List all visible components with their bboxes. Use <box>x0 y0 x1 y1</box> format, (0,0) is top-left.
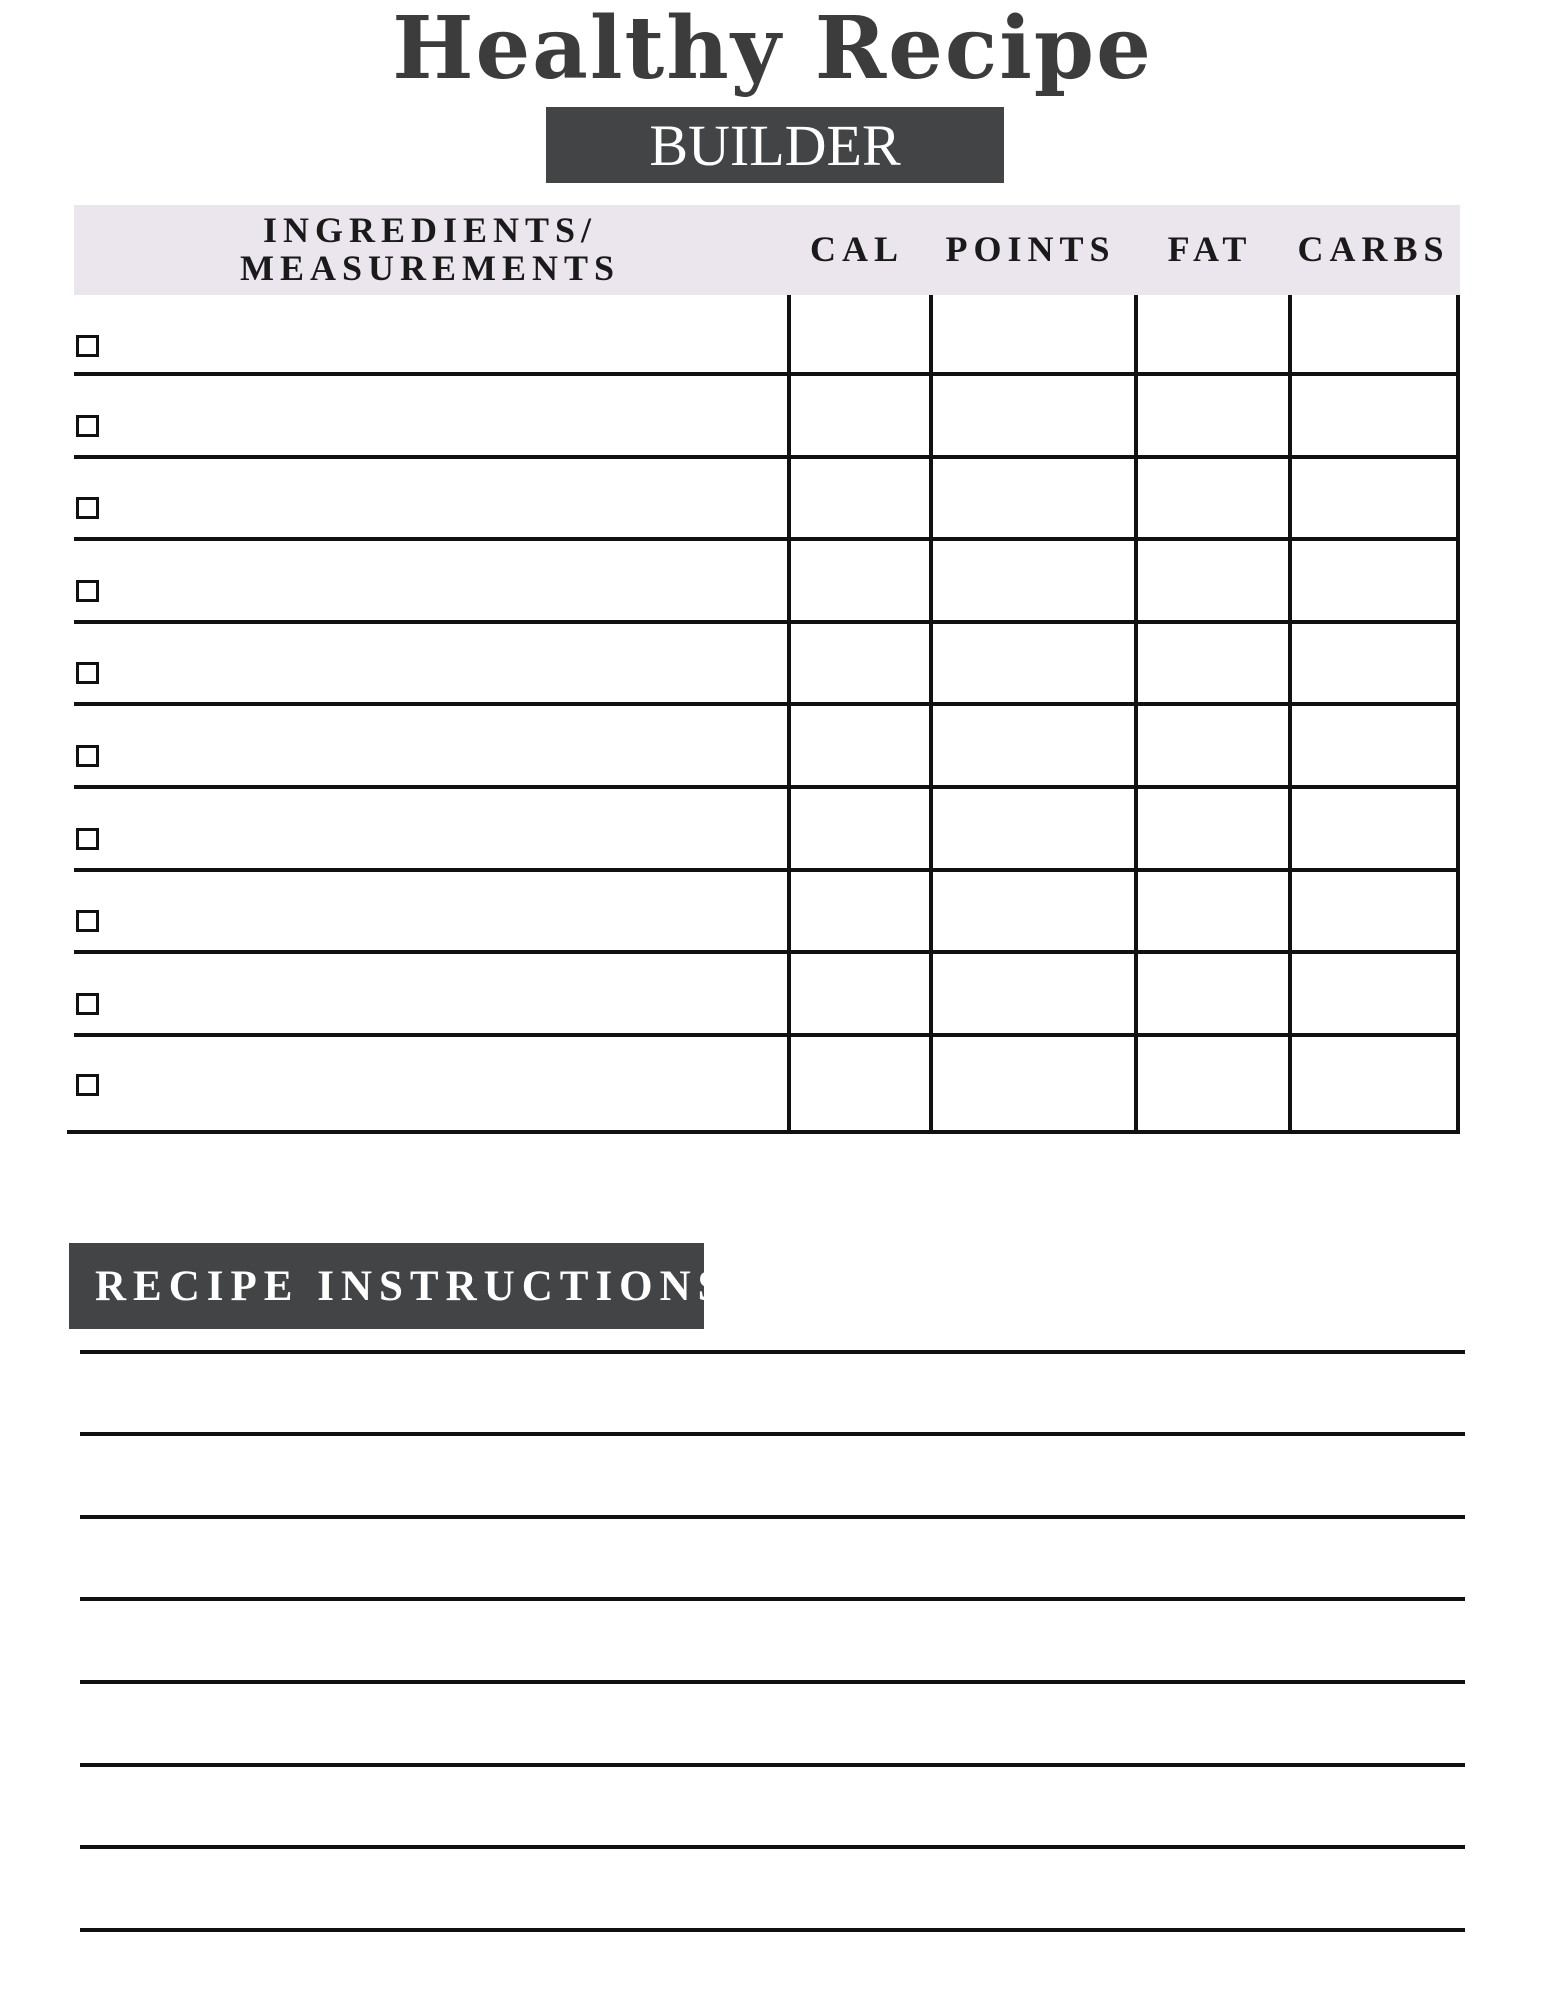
row-rule <box>74 868 1460 872</box>
ingredients-table-header <box>74 205 1460 295</box>
row-rule <box>74 455 1460 459</box>
row-rule <box>67 1130 1460 1134</box>
page-title: Healthy Recipe <box>392 0 1153 99</box>
instruction-writing-line[interactable] <box>80 1515 1465 1519</box>
column-header-cal <box>786 205 928 295</box>
ingredient-checkbox[interactable] <box>76 910 99 932</box>
instruction-writing-line[interactable] <box>80 1680 1465 1684</box>
row-rule <box>74 372 1460 376</box>
builder-banner <box>546 107 1004 183</box>
instruction-writing-line[interactable] <box>80 1763 1465 1767</box>
column-header-cal-label: CAL <box>809 229 904 270</box>
column-header-carbs-label: CARBS <box>1297 229 1450 270</box>
column-header-points <box>928 205 1133 295</box>
ingredient-checkbox[interactable] <box>76 497 99 519</box>
ingredient-checkbox[interactable] <box>76 662 99 684</box>
instruction-writing-line[interactable] <box>80 1845 1465 1849</box>
instruction-writing-line[interactable] <box>80 1597 1465 1601</box>
ingredient-checkbox[interactable] <box>76 415 99 437</box>
column-divider <box>787 295 791 1132</box>
column-header-ingredients-label: INGREDIENTS/ MEASUREMENTS <box>239 210 621 288</box>
builder-label: BUILDER <box>649 112 901 178</box>
column-divider <box>1456 295 1460 1132</box>
row-rule <box>74 537 1460 541</box>
row-rule <box>74 620 1460 624</box>
instruction-writing-line[interactable] <box>80 1350 1465 1354</box>
ingredient-checkbox[interactable] <box>76 828 99 850</box>
row-rule <box>74 950 1460 954</box>
column-divider <box>929 295 933 1132</box>
ingredient-checkbox[interactable] <box>76 580 99 602</box>
column-header-fat-label: FAT <box>1167 229 1253 270</box>
ingredient-checkbox[interactable] <box>76 745 99 767</box>
column-header-carbs <box>1287 205 1460 295</box>
row-rule <box>74 785 1460 789</box>
column-divider <box>1134 295 1138 1132</box>
ingredient-checkbox[interactable] <box>76 993 99 1015</box>
ingredient-checkbox[interactable] <box>76 335 99 357</box>
column-header-points-label: POINTS <box>945 229 1116 270</box>
row-rule <box>74 1033 1460 1037</box>
column-header-ingredients <box>74 205 786 295</box>
row-rule <box>74 702 1460 706</box>
instruction-writing-line[interactable] <box>80 1928 1465 1932</box>
instruction-writing-line[interactable] <box>80 1432 1465 1436</box>
column-header-fat <box>1133 205 1287 295</box>
recipe-instructions-banner <box>69 1243 729 1329</box>
ingredient-checkbox[interactable] <box>76 1074 99 1096</box>
column-divider <box>1288 295 1292 1132</box>
recipe-instructions-label: RECIPE INSTRUCTIONS <box>95 1262 729 1310</box>
